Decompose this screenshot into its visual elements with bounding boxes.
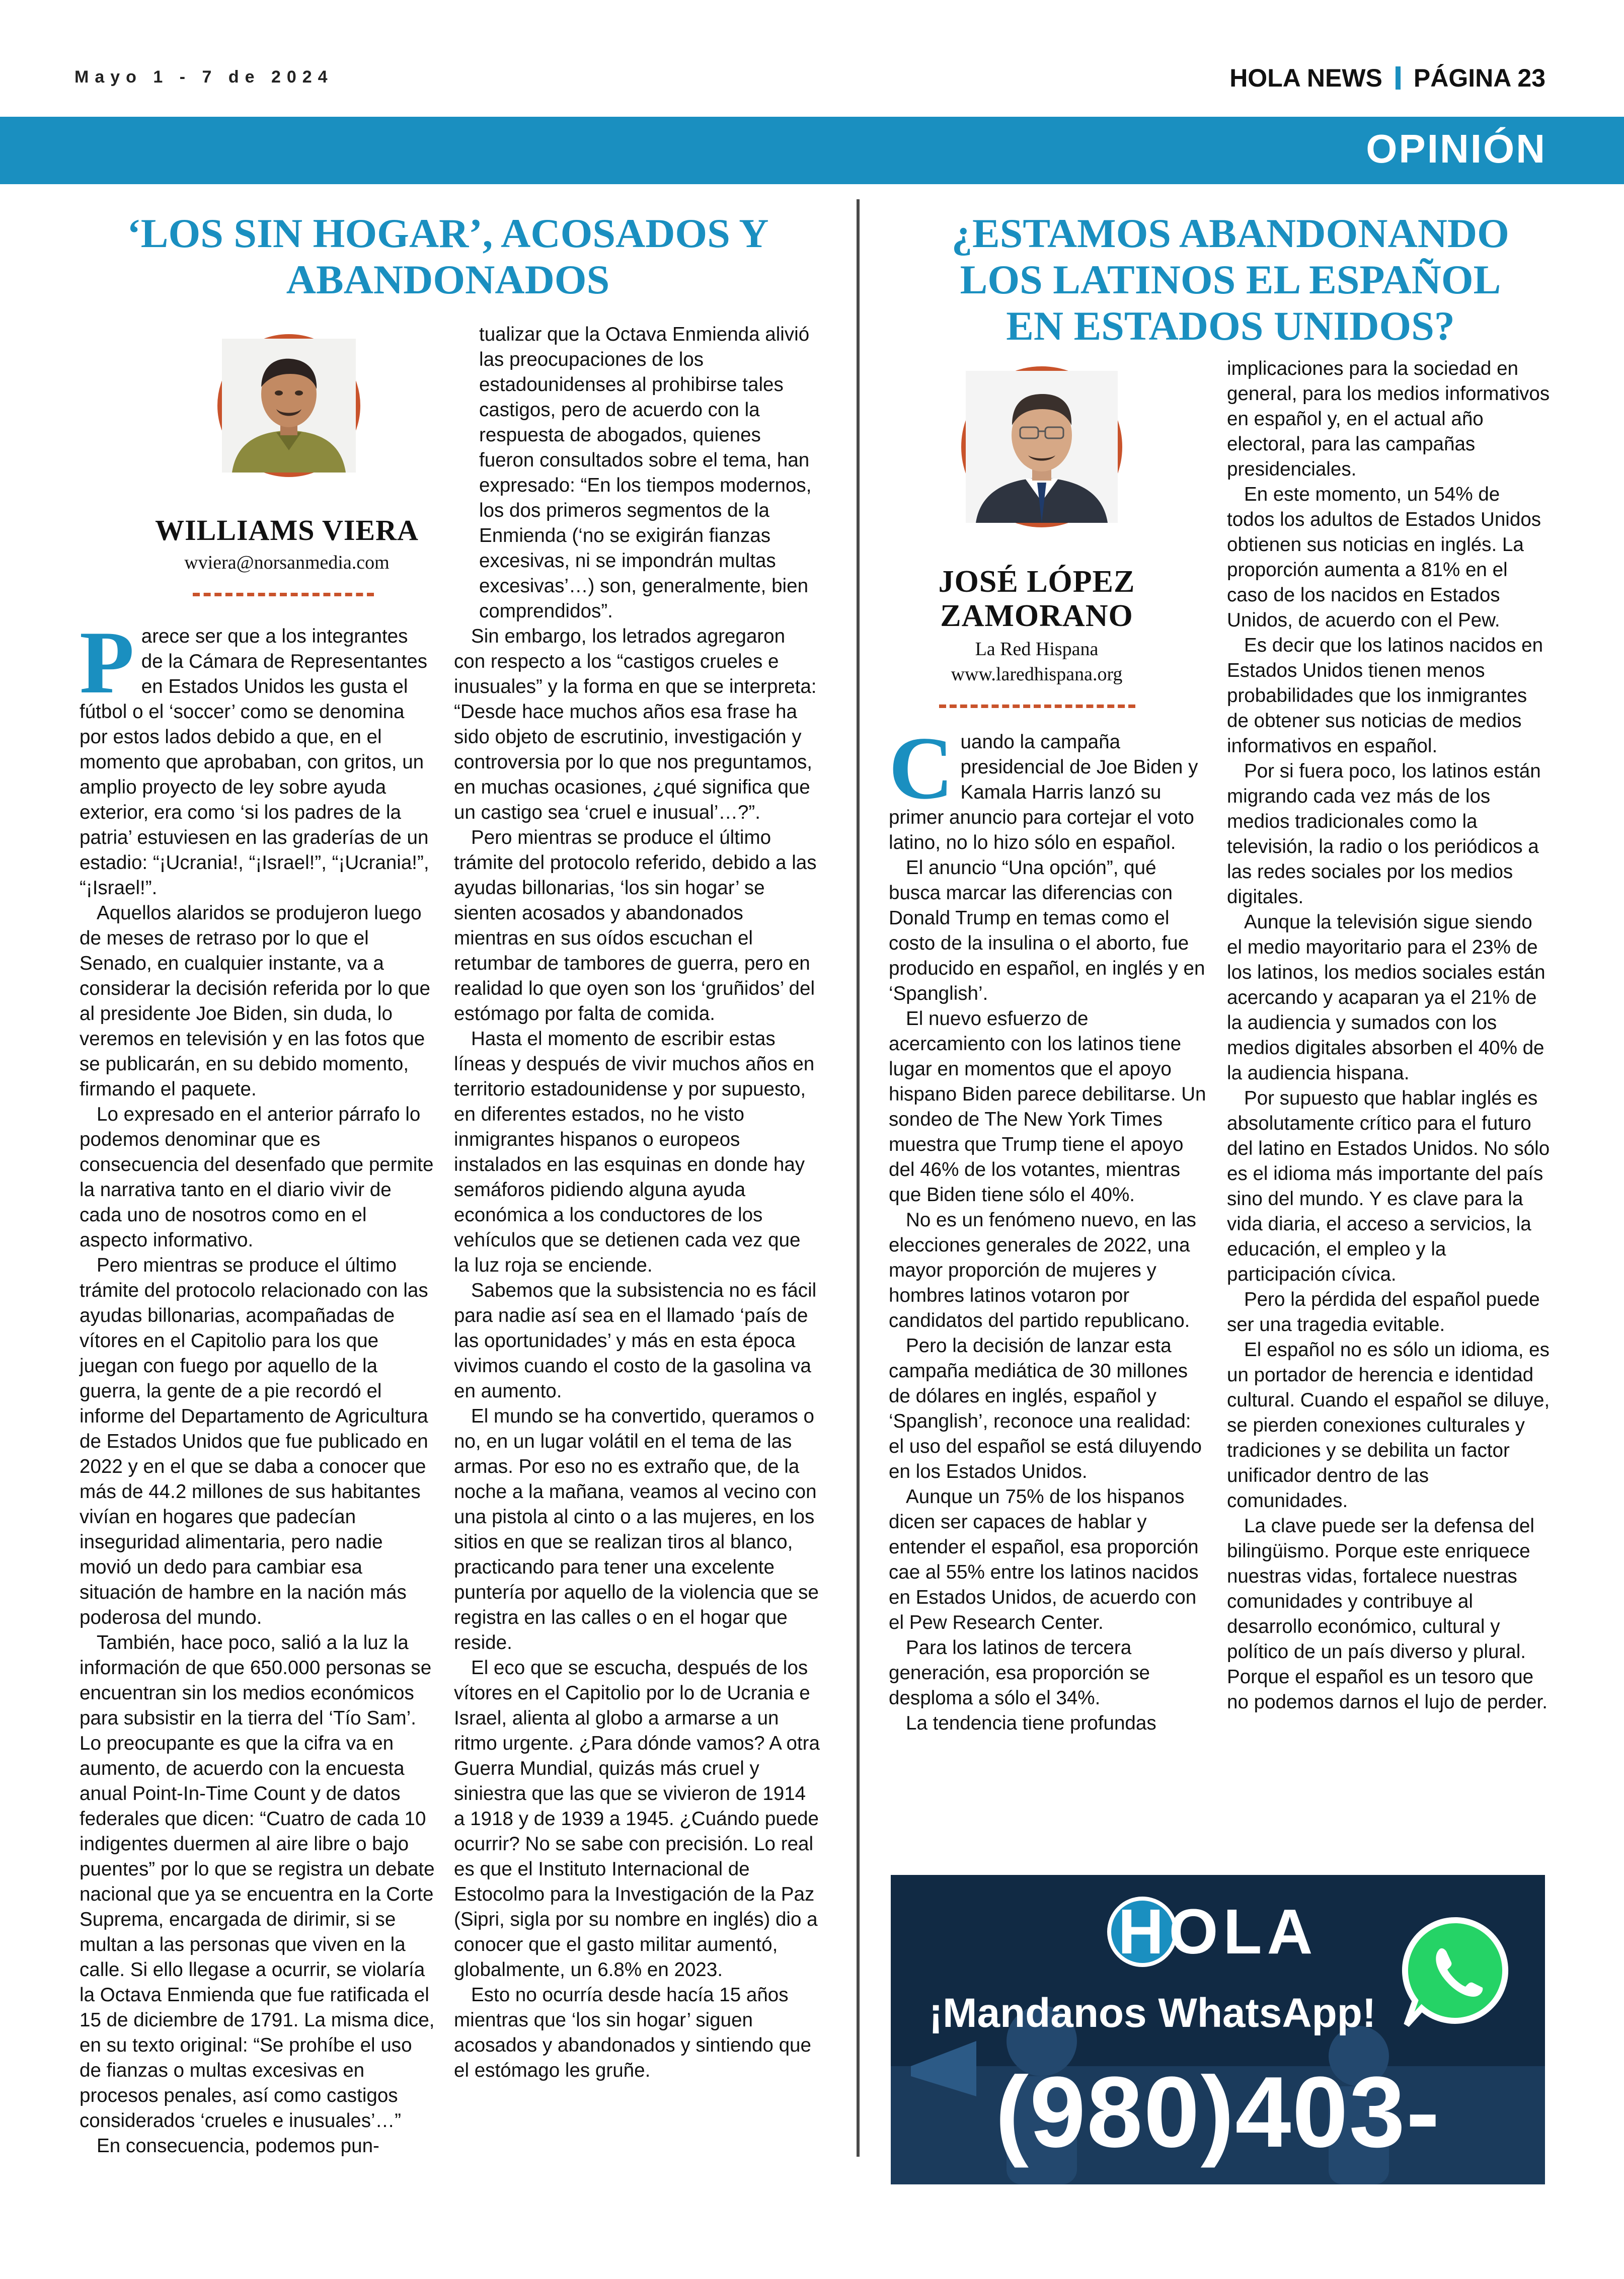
author-affiliation: La Red Hispana xyxy=(975,639,1099,660)
paragraph: Es decir que los latinos nacidos en Estados Unidos tienen menos probabilidades que los inmigrantes de obtener sus noticias de medios informativos en español. xyxy=(1227,635,1543,757)
paragraph: El eco que se escucha, después de los vítores en el Capitolio por lo de Ucrania e Israel, alienta al globo a armarse a un ritmo urgente. ¿Para dónde vamos? A otra Guerra Mundial, quizás más cruel y siniestra que las que se vivieron de 1914 a 1918 y de 1939 a 1945. ¿Cuándo puede ocurrir? No se sabe con precisión. Lo real es que el Instituto Internacional de Estocolmo para la Investigación de la Paz (Sipri, sigla por su nombre en inglés) dio a conocer que el gasto militar aumentó, globalmente, un 6.8% en 2023. xyxy=(454,1657,820,1981)
paragraph: Pero mientras se produce el último trámite del protocolo referido, debido a las ayudas billonarias, ‘los sin hogar’ se sienten acosados y abandonados mientras en sus oídos escuchan el retumbar de tambores de guerra, pero en realidad lo que oyen son los ‘gruñidos’ del estómago por falta de comida. xyxy=(454,827,817,1025)
author-rule xyxy=(939,704,1135,708)
drop-cap: P xyxy=(80,612,134,712)
author-name: WILLIAMS VIERA xyxy=(155,514,419,546)
paragraph: El español no es sólo un idioma, es un portador de herencia e identidad cultural. Cuando el español se diluye, se pierden conexiones culturales y tradiciones y se debilita un factor unificador dentro de las comunidades. xyxy=(1227,1339,1550,1512)
section-title: OPINIÓN xyxy=(1366,126,1546,171)
paragraph: No es un fenómeno nuevo, en las elecciones generales de 2022, una mayor proporción de mujeres y hombres latinos votaron por candidatos del partido republicano. xyxy=(889,1209,1196,1331)
paragraph: Sabemos que la subsistencia no es fácil para nadie así sea en el llamado ‘país de las oportunidades’ y más en esta época vivimos cuando el costo de la gasolina va en aumento. xyxy=(454,1280,817,1402)
hola-logo xyxy=(1107,1894,1329,1970)
paragraph: Esto no ocurría desde hacía 15 años mientras que ‘los sin hogar’ siguen acosados y abandonados y sintiendo que el estómago les gruñe. xyxy=(454,1984,811,2081)
article1-headline-line: ‘LOS SIN HOGAR’, ACOSADOS Y xyxy=(127,210,769,256)
page-header xyxy=(1229,63,1545,93)
paragraph: arece ser que a los integrantes de la Cámara de Representantes en Estados Unidos les gusta el fútbol o el ‘soccer’ como se denomina por estos lados debido a que, en el momento que aprobaban, con gritos, un amplio proyecto de ley sobre ayuda exterior, era como ‘si los padres de la patria’ estuviesen en las graderías de un estadio: “¡Ucrania!, “¡Israel!”, “¡Ucrania!”, “¡Israel!”. xyxy=(80,625,429,899)
paragraph: Por si fuera poco, los latinos están migrando cada vez más de los medios tradicionales como la televisión, la radio o los periódicos a las redes sociales por los medios digitales. xyxy=(1227,760,1541,908)
paragraph: Pero la decisión de lanzar esta campaña mediática de 30 millones de dólares en inglés, español y ‘Spanglish’, reconoce una realidad: el uso del español se está diluyendo en los Estados Unidos. xyxy=(889,1335,1202,1482)
portrait-image xyxy=(222,339,356,473)
article2-headline-line: LOS LATINOS EL ESPAÑOL xyxy=(960,257,1501,302)
portrait-image xyxy=(966,371,1118,523)
page-number: PÁGINA 23 xyxy=(1413,64,1545,92)
ad-phone-number[interactable]: (980)403-5807 xyxy=(995,2056,1441,2279)
paragraph: La tendencia tiene profundas xyxy=(906,1712,1156,1734)
paragraph: El nuevo esfuerzo de acercamiento con los latinos tiene lugar en momentos que el apoyo hispano Biden parece debilitarse. Un sondeo de The New York Times muestra que Trump tiene el apoyo del 46% de los votantes, mientras que Biden tiene sólo el 40%. xyxy=(889,1008,1206,1206)
paragraph: Hasta el momento de escribir estas líneas y después de vivir muchos años en territorio estadounidense y por supuesto, en diferentes estados, no he visto inmigrantes hispanos o europeos instalados en las esquinas en donde hay semáforos pidiendo alguna ayuda económica a los conductores de los vehículos que se detienen cada vez que la luz roja se enciende. xyxy=(454,1028,815,1276)
whatsapp-logo xyxy=(1394,1910,1520,2036)
article1-headline xyxy=(81,210,815,303)
author-photo-jose-lopez-zamorano xyxy=(961,366,1122,527)
author-photo-williams-viera xyxy=(217,334,360,477)
issue-date: Mayo 1 - 7 de 2024 xyxy=(74,67,334,87)
paragraph: implicaciones para la sociedad en general, para los medios informativos en español y, en el actual año electoral, para las campañas presidenciales. xyxy=(1227,358,1550,480)
ad-tagline: ¡Mandanos WhatsApp! xyxy=(929,1990,1376,2036)
hola-logo-text: HOLA xyxy=(1118,1896,1318,1967)
article2-headline-line: ¿ESTAMOS ABANDONANDO xyxy=(952,210,1509,256)
author-email[interactable]: wviera@norsanmedia.com xyxy=(184,552,390,573)
paragraph: También, hace poco, salió a la luz la información de que 650.000 personas se encuentran sin los medios económicos para subsistir en la tierra del ‘Tío Sam’. Lo preocupante es que la cifra va en aumento, de acuerdo con la encuesta anual Point-In-Time Count y de datos federales que dicen: “Cuatro de cada 10 indigentes duermen al aire libre o bajo puentes” por lo que se registra un debate nacional que ya se encuentra en la Corte Suprema, encargada de dirimir, si se multan a las personas que viven en la calle. Si ello llegase a ocurrir, se violaría la Octava Enmienda que fue ratificada el 15 de diciembre de 1791. La misma dice, en su texto original: “Se prohíbe el uso de fianzas o multas excesivas en procesos penales, así como castigos considerados ‘crueles e inusuales’…” xyxy=(80,1632,435,2132)
paragraph: uando la campaña presidencial de Joe Biden y Kamala Harris lanzó su primer anuncio para cortejar el voto latino, no lo hizo sólo en español. xyxy=(889,731,1198,853)
paragraph: Por supuesto que hablar inglés es absolutamente crítico para el futuro del latino en Estados Unidos. No sólo es el idioma más importante del país sino del mundo. Y es clave para la vida diaria, el acceso a servicios, la educación, el empleo y la participación cívica. xyxy=(1227,1087,1550,1285)
publication-name: HOLA NEWS xyxy=(1229,64,1382,92)
paragraph: La clave puede ser la defensa del bilingüismo. Porque este enriquece nuestras vidas, fortalece nuestras comunidades y contribuye al desarrollo económico, cultural y político de un país diverso y plural. Porque el español es un tesoro que no podemos darnos el lujo de perder. xyxy=(1227,1515,1548,1713)
paragraph: El mundo se ha convertido, queramos o no, en un lugar volátil en el tema de las armas. Por eso no es extraño que, de la noche a la mañana, veamos al vecino con una pistola al cinto o a las mujeres, en los sitios en que se realizan tiros al blanco, practicando para tener una excelente puntería por aquello de la violencia que se registra en las calles o en el hogar que reside. xyxy=(454,1405,819,1654)
article1-column-1 xyxy=(80,612,435,2159)
article2-column-2 xyxy=(1227,356,1550,1715)
author-name xyxy=(896,565,1178,633)
column-divider xyxy=(857,199,860,2157)
paragraph: En consecuencia, podemos pun- xyxy=(97,2135,379,2157)
author-name-line: JOSÉ LÓPEZ xyxy=(938,565,1135,599)
paragraph: Para los latinos de tercera generación, esa proporción se desploma a sólo el 34%. xyxy=(889,1637,1150,1709)
author-name-line: ZAMORANO xyxy=(940,599,1133,633)
header-separator xyxy=(1396,66,1401,90)
paragraph: Pero mientras se produce el último trámite del protocolo relacionado con las ayudas billonarias, acompañadas de vítores en el Capitolio para los que juegan con fuego por aquello de la guerra, la gente de a pie recordó el informe del Departamento de Agricultura de Estados Unidos que fue publicado en 2022 y en el que se daba a conocer que más de 44.2 millones de sus habitantes vivían en hogares que padecían inseguridad alimentaria, pero nadie movió un dedo para cambiar esa situación de hambre en la nación más poderosa del mundo. xyxy=(80,1254,428,1628)
paragraph: El anuncio “Una opción”, qué busca marcar las diferencias con Donald Trump en temas como el costo de la insulina o el aborto, fue producido en español, en inglés y en ‘Spanglish’. xyxy=(889,857,1205,1004)
paragraph: En este momento, un 54% de todos los adultos de Estados Unidos obtienen sus noticias en inglés. La proporción aumenta a 81% en el caso de los nacidos en Estados Unidos, de acuerdo con el Pew. xyxy=(1227,484,1541,631)
article2-column-1 xyxy=(889,718,1208,1736)
article2-headline-line: EN ESTADOS UNIDOS? xyxy=(1006,303,1455,349)
paragraph: Aunque un 75% de los hispanos dicen ser capaces de hablar y entender el español, esa proporción cae al 55% entre los latinos nacidos en Estados Unidos, de acuerdo con el Pew Research Center. xyxy=(889,1486,1199,1633)
whatsapp-icon[interactable] xyxy=(1394,1910,1520,2036)
article2-headline xyxy=(881,210,1580,349)
paragraph: tualizar que la Octava Enmienda alivió las preocupaciones de los estadounidenses al prohibirse tales castigos, pero de acuerdo con la respuesta de abogados, quienes fueron consultados sobre el tema, han expresado: “En los tiempos modernos, los dos primeros segmentos de la Enmienda (‘no se exigirán fianzas excesivas, ni se impondrán multas excesivas’…) son, generalmente, bien comprendidos”. xyxy=(479,324,812,622)
author-rule xyxy=(193,593,374,596)
paragraph: Lo expresado en el anterior párrafo lo podemos denominar que es consecuencia del desenfado que permite la narrativa tanto en el diario vivir de cada uno de nosotros como en el aspecto informativo. xyxy=(80,1104,434,1251)
paragraph: Sin embargo, los letrados agregaron con respecto a los “castigos crueles e inusuales” y la forma en que se interpreta: “Desde hace muchos años esa frase ha sido objeto de escrutinio, investigación y controversia por lo que nos preguntamos, en muchas ocasiones, ¿qué significa que un castigo sea ‘cruel e inusual’…?”. xyxy=(454,625,817,823)
paragraph: Aunque la televisión sigue siendo el medio mayoritario para el 23% de los latinos, los medios sociales están acercando y acaparan ya el 21% de la audiencia y sumados con los medios digitales absorben el 40% de la audiencia hispana. xyxy=(1227,911,1545,1084)
article1-headline-line: ABANDONADOS xyxy=(286,257,610,302)
article1-column-2 xyxy=(454,322,820,2083)
paragraph: Pero la pérdida del español puede ser una tragedia evitable. xyxy=(1227,1289,1540,1335)
author-website[interactable]: www.laredhispana.org xyxy=(951,664,1123,685)
paragraph: Aquellos alaridos se produjeron luego de meses de retraso por lo que el Senado, en cualquier instante, va a considerar la decisión referida por lo que al presidente Joe Biden, sin duda, lo veremos en televisión y en las fotos que se publicarán, en su debido momento, firmando el paquete. xyxy=(80,902,430,1100)
whatsapp-advertisement[interactable] xyxy=(891,1875,1545,2279)
drop-cap: C xyxy=(889,718,954,818)
